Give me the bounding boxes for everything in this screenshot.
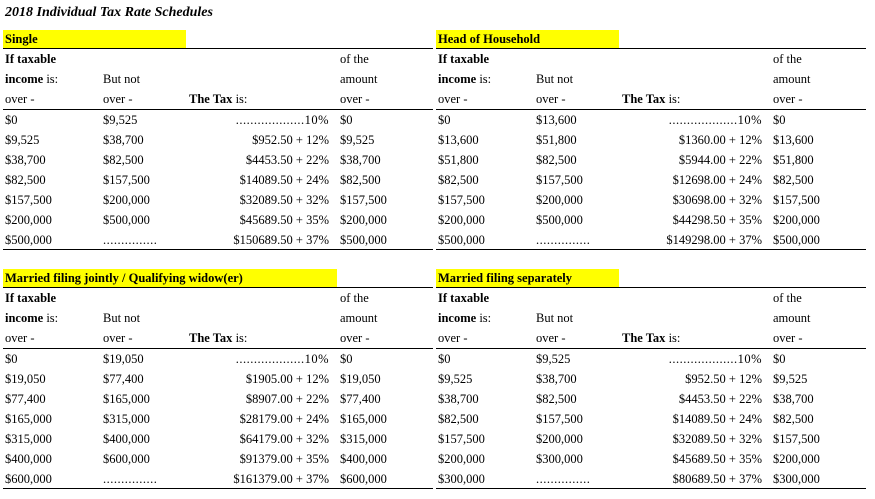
cell-but-not-over: $500,000	[103, 213, 150, 227]
cell-of-amount-over: $157,500	[773, 432, 820, 446]
cell-but-not-over: $82,500	[103, 153, 144, 167]
cell-tax: $80689.50 + 37%	[672, 472, 762, 486]
table-row	[3, 449, 433, 469]
cell-of-amount-over: $200,000	[773, 213, 820, 227]
header-over: over -	[773, 331, 803, 345]
schedule-title: Single	[3, 30, 186, 48]
cell-tax: $32089.50 + 32%	[672, 432, 762, 446]
schedule-title: Head of Household	[436, 30, 619, 48]
header-over: over -	[773, 92, 803, 106]
table-bottom-rule	[436, 249, 866, 250]
cell-of-amount-over: $400,000	[340, 452, 387, 466]
cell-but-not-over: $82,500	[536, 153, 577, 167]
cell-tax: $12698.00 + 24%	[672, 173, 762, 187]
table-row	[3, 130, 433, 150]
cell-tax: $32089.50 + 32%	[239, 193, 329, 207]
header-is-label: is:	[476, 72, 492, 86]
table-row	[3, 170, 433, 190]
header-over: over -	[438, 331, 468, 345]
header-over: over -	[340, 331, 370, 345]
header-the-tax	[189, 328, 247, 348]
cell-tax: ...................10%	[668, 113, 762, 127]
table-row	[436, 190, 866, 210]
cell-but-not-over: $500,000	[536, 213, 583, 227]
header-the-tax	[622, 328, 680, 348]
cell-of-amount-over: $315,000	[340, 432, 387, 446]
table-row	[3, 349, 433, 369]
cell-but-not-over: $400,000	[103, 432, 150, 446]
cell-but-not-over: $38,700	[536, 372, 577, 386]
header-income-is	[438, 69, 491, 89]
cell-over: $9,525	[438, 372, 473, 386]
table-row	[436, 130, 866, 150]
cell-over: $500,000	[438, 233, 485, 247]
header-over: over -	[438, 92, 468, 106]
cell-but-not-over: ...............	[536, 472, 591, 486]
table-row	[3, 190, 433, 210]
cell-tax: $1905.00 + 12%	[245, 372, 329, 386]
table-row	[3, 230, 433, 250]
cell-of-amount-over: $600,000	[340, 472, 387, 486]
cell-but-not-over: $82,500	[536, 392, 577, 406]
cell-but-not-over: $300,000	[536, 452, 583, 466]
table-row	[436, 110, 866, 130]
cell-tax: ...................10%	[235, 113, 329, 127]
header-if-taxable: If taxable	[5, 52, 57, 66]
cell-over: $157,500	[5, 193, 52, 207]
header-if-taxable: If taxable	[438, 291, 490, 305]
cell-but-not-over: $200,000	[536, 432, 583, 446]
cell-tax: $4453.50 + 22%	[245, 153, 329, 167]
cell-of-amount-over: $38,700	[773, 392, 814, 406]
schedule-single	[3, 30, 435, 250]
cell-over: $165,000	[5, 412, 52, 426]
header-is-label: is:	[232, 92, 248, 106]
cell-tax: $30698.00 + 32%	[672, 193, 762, 207]
header-row	[436, 49, 866, 69]
cell-of-amount-over: $19,050	[340, 372, 381, 386]
cell-of-amount-over: $165,000	[340, 412, 387, 426]
table-row	[3, 469, 433, 489]
cell-but-not-over: $9,525	[103, 113, 138, 127]
header-is-label: is:	[665, 331, 681, 345]
header-row	[436, 328, 866, 348]
cell-over: $19,050	[5, 372, 46, 386]
header-row	[3, 69, 433, 89]
cell-over: $82,500	[438, 412, 479, 426]
cell-of-amount-over: $500,000	[340, 233, 387, 247]
table-row	[436, 449, 866, 469]
table-row	[3, 110, 433, 130]
header-income-label: income	[438, 72, 477, 86]
cell-of-amount-over: $300,000	[773, 472, 820, 486]
cell-tax: $91379.00 + 35%	[239, 452, 329, 466]
cell-over: $400,000	[5, 452, 52, 466]
header-amount: amount	[340, 311, 378, 325]
header-of-the: of the	[340, 291, 369, 305]
cell-but-not-over: ...............	[103, 233, 158, 247]
schedule-title: Married filing separately	[436, 269, 619, 287]
cell-over: $200,000	[5, 213, 52, 227]
cell-over: $82,500	[5, 173, 46, 187]
cell-tax: $14089.50 + 24%	[672, 412, 762, 426]
cell-tax: $150689.50 + 37%	[233, 233, 329, 247]
table-row	[436, 469, 866, 489]
cell-but-not-over: $600,000	[103, 452, 150, 466]
cell-but-not-over: $13,600	[536, 113, 577, 127]
cell-tax: $64179.00 + 32%	[239, 432, 329, 446]
cell-of-amount-over: $38,700	[340, 153, 381, 167]
cell-tax: $28179.00 + 24%	[239, 412, 329, 426]
table-row	[3, 429, 433, 449]
cell-of-amount-over: $157,500	[340, 193, 387, 207]
cell-but-not-over: ...............	[103, 472, 158, 486]
cell-but-not-over: $19,050	[103, 352, 144, 366]
cell-of-amount-over: $0	[340, 352, 353, 366]
cell-of-amount-over: $82,500	[773, 173, 814, 187]
cell-over: $13,600	[438, 133, 479, 147]
header-but-not: But not	[103, 311, 141, 325]
cell-over: $315,000	[5, 432, 52, 446]
header-income-is	[5, 308, 58, 328]
cell-over: $82,500	[438, 173, 479, 187]
cell-of-amount-over: $0	[773, 113, 786, 127]
cell-but-not-over: $51,800	[536, 133, 577, 147]
cell-but-not-over: $9,525	[536, 352, 571, 366]
cell-over: $157,500	[438, 193, 485, 207]
table-bottom-rule	[3, 488, 433, 489]
table-bottom-rule	[436, 488, 866, 489]
header-is-label: is:	[232, 331, 248, 345]
cell-but-not-over: $165,000	[103, 392, 150, 406]
header-row	[3, 328, 433, 348]
schedule-title: Married filing jointly / Qualifying widow(er)	[3, 269, 337, 287]
cell-tax: $8907.00 + 22%	[245, 392, 329, 406]
header-row	[436, 69, 866, 89]
header-the-tax-label: The Tax	[622, 92, 666, 106]
table-bottom-rule	[3, 249, 433, 250]
cell-tax: $161379.00 + 37%	[233, 472, 329, 486]
schedule-head-of-household	[436, 30, 868, 250]
cell-tax: $44298.50 + 35%	[672, 213, 762, 227]
table-row	[436, 349, 866, 369]
header-the-tax	[622, 89, 680, 109]
cell-over: $0	[438, 113, 451, 127]
cell-of-amount-over: $157,500	[773, 193, 820, 207]
cell-over: $600,000	[5, 472, 52, 486]
header-of-the: of the	[340, 52, 369, 66]
cell-over: $38,700	[438, 392, 479, 406]
header-over: over -	[536, 331, 566, 345]
table-row	[3, 409, 433, 429]
cell-of-amount-over: $200,000	[340, 213, 387, 227]
schedule-married-filing-jointly	[3, 269, 435, 489]
header-the-tax-label: The Tax	[622, 331, 666, 345]
header-over: over -	[103, 331, 133, 345]
table-row	[3, 369, 433, 389]
table-row	[436, 389, 866, 409]
header-income-label: income	[438, 311, 477, 325]
header-of-the: of the	[773, 52, 802, 66]
header-row	[3, 89, 433, 109]
header-income-is	[5, 69, 58, 89]
cell-tax: ...................10%	[235, 352, 329, 366]
cell-over: $200,000	[438, 213, 485, 227]
header-row	[3, 288, 433, 308]
cell-tax: $14089.50 + 24%	[239, 173, 329, 187]
cell-of-amount-over: $0	[340, 113, 353, 127]
header-the-tax-label: The Tax	[189, 331, 233, 345]
header-is-label: is:	[476, 311, 492, 325]
cell-tax: $4453.50 + 22%	[678, 392, 762, 406]
header-over: over -	[340, 92, 370, 106]
header-is-label: is:	[43, 72, 59, 86]
table-row	[436, 429, 866, 449]
cell-of-amount-over: $82,500	[773, 412, 814, 426]
cell-but-not-over: $38,700	[103, 133, 144, 147]
cell-over: $157,500	[438, 432, 485, 446]
cell-over: $9,525	[5, 133, 40, 147]
table-row	[436, 409, 866, 429]
table-row	[3, 210, 433, 230]
cell-of-amount-over: $0	[773, 352, 786, 366]
header-income-label: income	[5, 311, 44, 325]
cell-but-not-over: $157,500	[536, 412, 583, 426]
header-amount: amount	[340, 72, 378, 86]
table-row	[3, 150, 433, 170]
cell-tax: $45689.50 + 35%	[239, 213, 329, 227]
header-row	[436, 89, 866, 109]
cell-but-not-over: $157,500	[103, 173, 150, 187]
cell-but-not-over: $200,000	[536, 193, 583, 207]
cell-over: $77,400	[5, 392, 46, 406]
header-but-not: But not	[536, 72, 574, 86]
cell-of-amount-over: $200,000	[773, 452, 820, 466]
cell-over: $38,700	[5, 153, 46, 167]
table-row	[436, 150, 866, 170]
header-over: over -	[5, 92, 35, 106]
table-row	[436, 210, 866, 230]
header-the-tax-label: The Tax	[189, 92, 233, 106]
cell-of-amount-over: $82,500	[340, 173, 381, 187]
cell-tax: $45689.50 + 35%	[672, 452, 762, 466]
cell-tax: ...................10%	[668, 352, 762, 366]
cell-over: $500,000	[5, 233, 52, 247]
page-title: 2018 Individual Tax Rate Schedules	[5, 5, 213, 20]
header-row	[436, 288, 866, 308]
cell-over: $51,800	[438, 153, 479, 167]
header-is-label: is:	[665, 92, 681, 106]
header-amount: amount	[773, 311, 811, 325]
header-over: over -	[536, 92, 566, 106]
cell-of-amount-over: $51,800	[773, 153, 814, 167]
cell-but-not-over: $315,000	[103, 412, 150, 426]
cell-tax: $5944.00 + 22%	[678, 153, 762, 167]
header-if-taxable: If taxable	[438, 52, 490, 66]
cell-but-not-over: $157,500	[536, 173, 583, 187]
cell-tax: $952.50 + 12%	[685, 372, 762, 386]
header-but-not: But not	[536, 311, 574, 325]
cell-tax: $952.50 + 12%	[252, 133, 329, 147]
header-the-tax	[189, 89, 247, 109]
schedule-married-filing-separately	[436, 269, 868, 489]
cell-of-amount-over: $500,000	[773, 233, 820, 247]
header-over: over -	[103, 92, 133, 106]
header-of-the: of the	[773, 291, 802, 305]
cell-of-amount-over: $77,400	[340, 392, 381, 406]
header-if-taxable: If taxable	[5, 291, 57, 305]
cell-over: $0	[5, 352, 18, 366]
header-amount: amount	[773, 72, 811, 86]
table-row	[436, 170, 866, 190]
cell-of-amount-over: $9,525	[340, 133, 375, 147]
cell-of-amount-over: $9,525	[773, 372, 808, 386]
header-over: over -	[5, 331, 35, 345]
header-row	[3, 49, 433, 69]
cell-but-not-over: ...............	[536, 233, 591, 247]
cell-over: $200,000	[438, 452, 485, 466]
cell-of-amount-over: $13,600	[773, 133, 814, 147]
cell-but-not-over: $200,000	[103, 193, 150, 207]
cell-but-not-over: $77,400	[103, 372, 144, 386]
cell-tax: $149298.00 + 37%	[666, 233, 762, 247]
cell-tax: $1360.00 + 12%	[678, 133, 762, 147]
cell-over: $0	[438, 352, 451, 366]
table-row	[436, 369, 866, 389]
header-income-is	[438, 308, 491, 328]
table-row	[3, 389, 433, 409]
header-income-label: income	[5, 72, 44, 86]
table-row	[436, 230, 866, 250]
header-but-not: But not	[103, 72, 141, 86]
cell-over: $0	[5, 113, 18, 127]
header-row	[3, 308, 433, 328]
header-row	[436, 308, 866, 328]
header-is-label: is:	[43, 311, 59, 325]
cell-over: $300,000	[438, 472, 485, 486]
